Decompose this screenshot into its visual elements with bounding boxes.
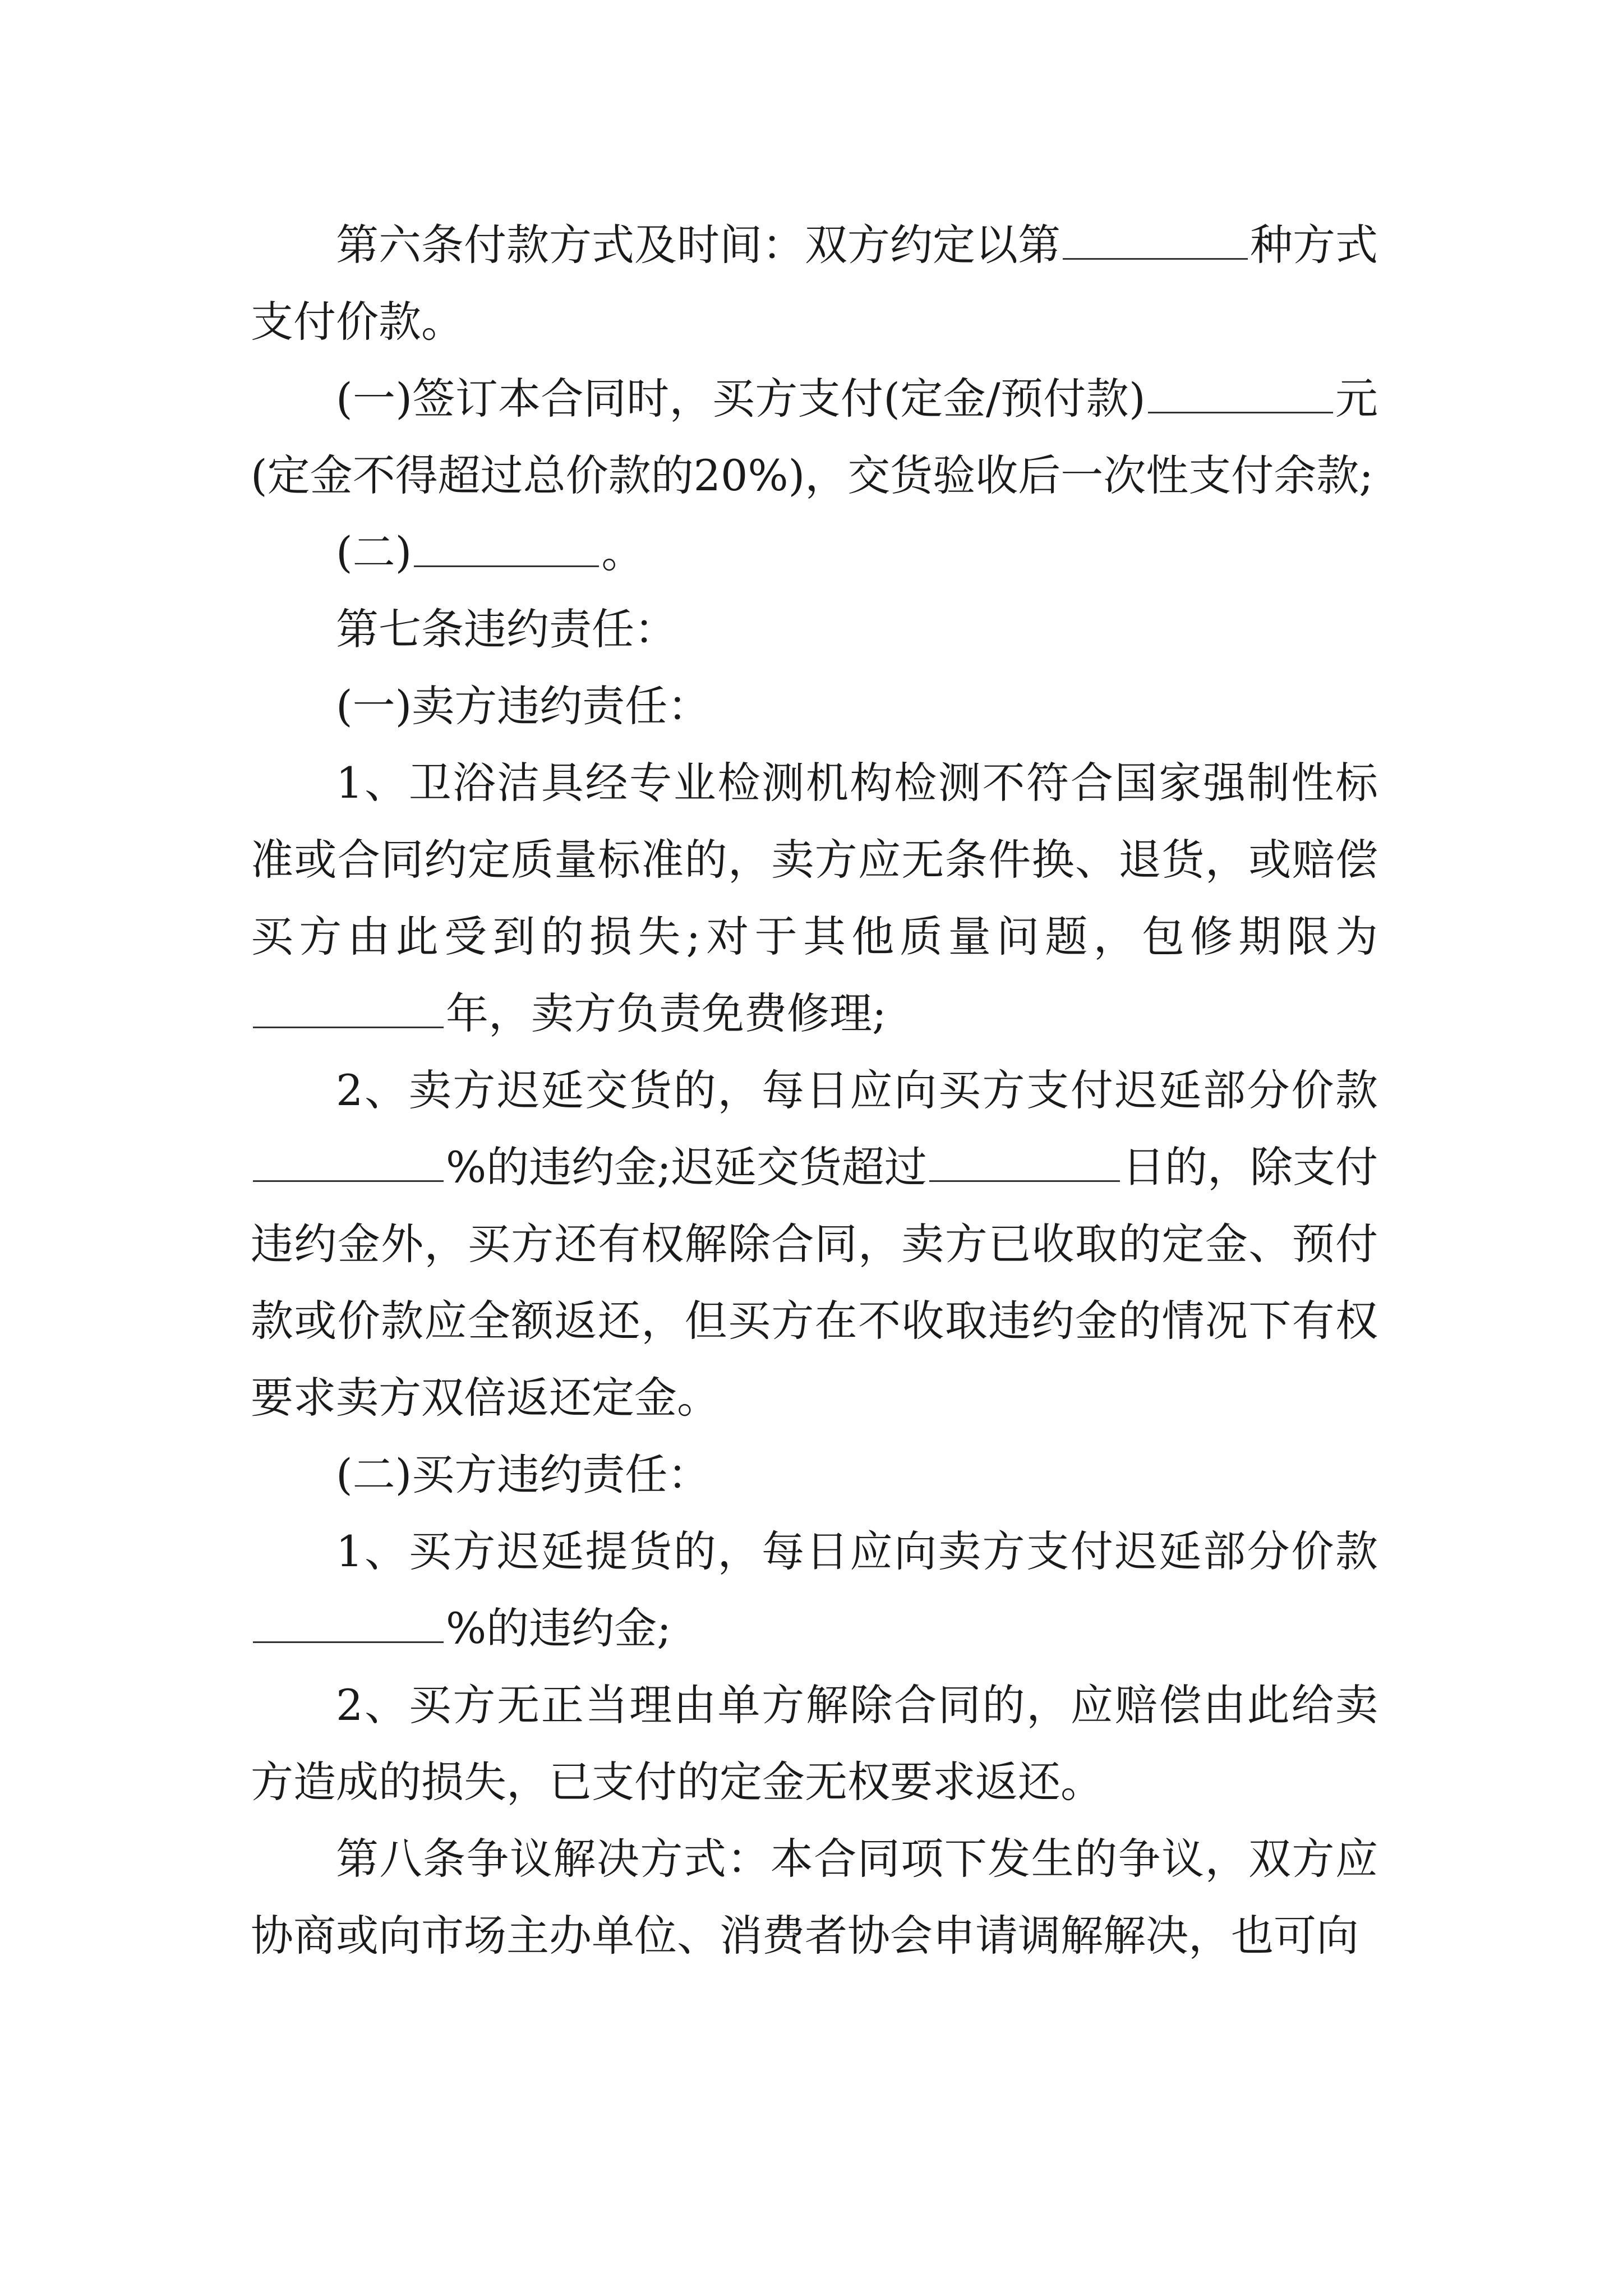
document-body (251, 206, 1378, 1974)
paragraph-buyer-delay (251, 1513, 1378, 1667)
paragraph-dispute-resolution: 第八条争议解决方式：本合同项下发生的争议，双方应协商或向市场主办单位、消费者协会申请调解解决，也可向 (251, 1834, 1378, 1961)
paragraph-text: 种方式支付价款。 (251, 220, 1378, 347)
paragraph-text: (二) (336, 527, 412, 577)
heading-breach-liability: 第七条违约责任： (336, 604, 677, 654)
paragraph-quality-clause (251, 744, 1378, 1052)
paragraph-text: 2、卖方迟延交货的，每日应向买方支付迟延部分价款 (336, 1065, 1378, 1115)
paragraph-seller-delay (251, 1052, 1378, 1436)
paragraph-text: 。 (601, 527, 644, 577)
paragraph-text: 1、买方迟延提货的，每日应向卖方支付迟延部分价款 (336, 1526, 1378, 1576)
paragraph-text: 第六条付款方式及时间：双方约定以第 (336, 220, 1061, 270)
heading-seller-liability: (一)卖方违约责任： (336, 681, 711, 731)
fill-blank (253, 988, 444, 1028)
heading-buyer-liability: (二)买方违约责任： (336, 1450, 711, 1499)
paragraph-buyer-termination: 2、买方无正当理由单方解除合同的，应赔偿由此给卖方造成的损失，已支付的定金无权要求返还。 (251, 1680, 1378, 1807)
paragraph-text: %的违约金; (446, 1603, 671, 1653)
fill-blank (1063, 220, 1248, 260)
paragraph-text: (一)签订本合同时，买方支付(定金/预付款) (336, 374, 1146, 424)
paragraph-text: 元(定金不得超过总价款的20%)，交货验收后一次性支付余款; (251, 374, 1378, 500)
fill-blank (253, 1142, 444, 1182)
paragraph-text: 1、卫浴洁具经专业检测机构检测不符合国家强制性标准或合同约定质量标准的，卖方应无条件换、退货，或赔偿买方由此受到的损失;对于其他质量问题，包修期限为 (251, 758, 1378, 961)
paragraph-other-payment (251, 514, 1378, 591)
fill-blank (1148, 374, 1333, 413)
paragraph-payment-method (251, 206, 1378, 360)
fill-blank (253, 1603, 444, 1643)
fill-blank (414, 527, 599, 567)
paragraph-text: 年，卖方负责免费修理; (446, 988, 887, 1038)
paragraph-text: %的违约金;迟延交货超过 (446, 1142, 927, 1192)
paragraph-deposit (251, 360, 1378, 514)
paragraph-text: 日的，除支付违约金外，买方还有权解除合同，卖方已收取的定金、预付款或价款应全额返还，但买方在不收取违约金的情况下有权要求卖方双倍返还定金。 (251, 1142, 1378, 1423)
fill-blank (929, 1142, 1120, 1182)
